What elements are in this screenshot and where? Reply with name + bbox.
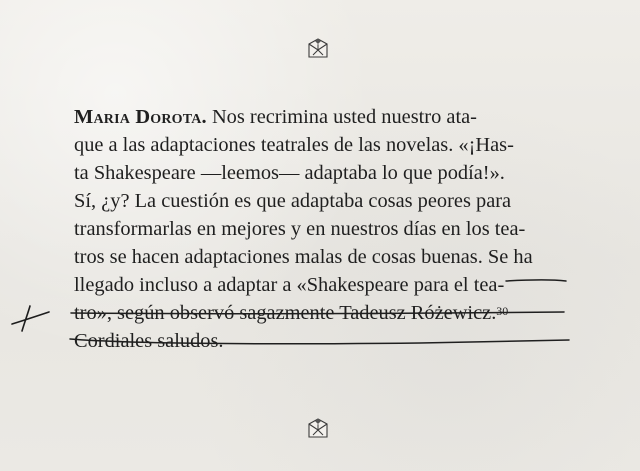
text-line-8 (74, 299, 560, 327)
cross-mark-icon (6, 299, 56, 337)
text-line-2: que a las adaptaciones teatrales de las novelas. «¡Has- (74, 134, 514, 156)
speaker-name: Maria Dorota. (74, 106, 207, 128)
envelope-ornament-icon (306, 37, 330, 61)
text-line-7: llegado incluso a adaptar a «Shakespeare para el tea- (74, 274, 505, 296)
line-8-text: tro», según observó sagazmente Tadeusz Różewicz. (74, 302, 497, 324)
text-line-9: Cordiales saludos. (74, 330, 224, 352)
text-line-6: tros se hacen adaptaciones malas de cosas buenas. Se ha (74, 246, 533, 268)
text-line-3: ta Shakespeare —leemos— adaptaba lo que podía!». (74, 162, 505, 184)
line-1-text: Nos recrimina usted nuestro ata- (206, 106, 477, 128)
text-line-4: Sí, ¿y? La cuestión es que adaptaba cosas peores para (74, 190, 512, 212)
envelope-ornament-icon (306, 417, 330, 441)
text-line-5: transformarlas en mejores y en nuestros días en los tea- (74, 218, 526, 240)
footnote-marker: 30 (496, 304, 509, 318)
letter-paragraph (74, 103, 560, 355)
text-line-1 (74, 103, 560, 131)
